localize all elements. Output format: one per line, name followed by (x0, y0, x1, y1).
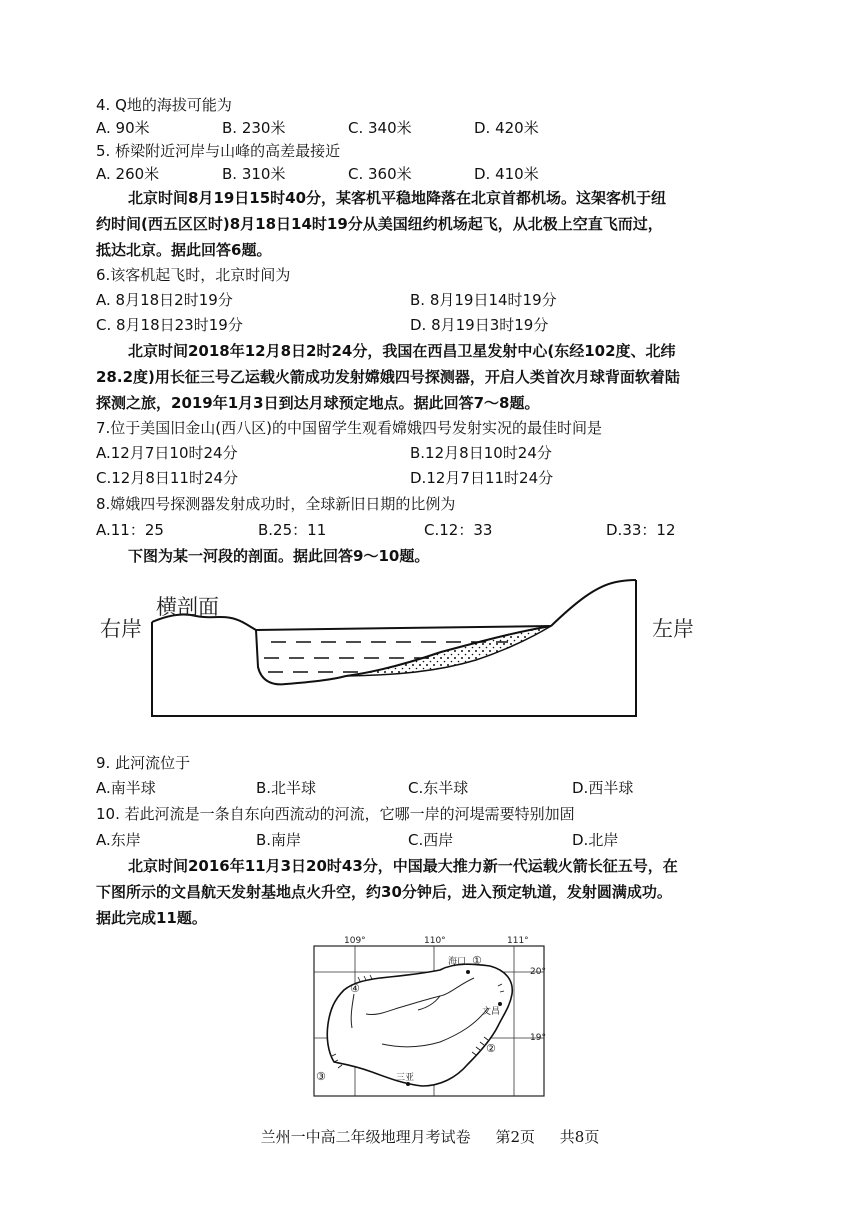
option-a: A. 260米 (96, 165, 160, 183)
option-b: B.25：11 (258, 521, 327, 539)
question-10-options (96, 829, 776, 851)
marker-1: ① (472, 954, 482, 967)
option-c: C. 340米 (348, 119, 412, 137)
option-a: A. 8月18日2时19分 (96, 291, 233, 309)
passage-11-line-1: 北京时间2016年11月3日20时43分，中国最大推力新一代运载火箭长征五号，在 (128, 857, 678, 875)
option-d: D.33：12 (606, 521, 676, 539)
lon-label-110: 110° (424, 936, 446, 946)
option-a: A. 90米 (96, 119, 150, 137)
sanya-label: 三亚 (396, 1073, 415, 1083)
river-cross-section-figure (96, 572, 706, 722)
option-a: A.11：25 (96, 521, 164, 539)
option-d: D. 410米 (474, 165, 539, 183)
passage-11-line-3: 据此完成11题。 (96, 909, 207, 927)
passage-6-line-3: 抵达北京。据此回答6题。 (96, 241, 272, 259)
cross-section-label: 横剖面 (156, 595, 219, 619)
question-7-stem: 7.位于美国旧金山(西八区)的中国留学生观看嫦娥四号发射实况的最佳时间是 (96, 419, 603, 437)
passage-6-line-1: 北京时间8月19日15时40分，某客机平稳地降落在北京首都机场。这架客机于纽 (128, 189, 667, 207)
option-b: B.南岸 (256, 831, 302, 849)
question-6-stem: 6.该客机起飞时，北京时间为 (96, 266, 291, 284)
option-d: D. 420米 (474, 119, 539, 137)
option-a: A.南半球 (96, 779, 156, 797)
lat-label-19: 19° (530, 1033, 546, 1043)
question-8-stem: 8.嫦娥四号探测器发射成功时，全球新旧日期的比例为 (96, 495, 456, 513)
question-9-stem: 9. 此河流位于 (96, 754, 191, 772)
wenchang-label: 文昌 (482, 1007, 501, 1017)
marker-3: ③ (316, 1070, 326, 1083)
question-6-options-row-1 (96, 289, 776, 311)
question-9-options (96, 777, 776, 799)
option-d: D.12月7日11时24分 (410, 469, 554, 487)
lon-label-109: 109° (344, 936, 366, 946)
right-bank-label: 左岸 (652, 617, 694, 641)
passage-7-line-1: 北京时间2018年12月8日2时24分，我国在西昌卫星发射中心(东经102度、北纬 (128, 342, 676, 360)
hainan-map-figure (300, 934, 555, 1102)
option-c: C.12：33 (424, 521, 493, 539)
haikou-label: 海口 (448, 957, 467, 967)
passage-7-line-2: 28.2度)用长征三号乙运载火箭成功发射嫦娥四号探测器，开启人类首次月球背面软着陆 (96, 368, 680, 386)
footer-title: 兰州一中高二年级地理月考试卷 (260, 1128, 471, 1146)
marker-4: ④ (350, 982, 360, 995)
question-7-options-row-1 (96, 442, 776, 464)
question-7-options-row-2 (96, 467, 776, 489)
question-6-options-row-2 (96, 314, 776, 336)
left-bank-hill (551, 580, 636, 626)
left-bank-label: 右岸 (100, 617, 142, 641)
option-a: A.12月7日10时24分 (96, 444, 238, 462)
option-c: C.东半球 (408, 779, 469, 797)
marker-2: ② (486, 1042, 496, 1055)
haikou-point (466, 970, 470, 974)
footer-page-total: 共8页 (559, 1128, 600, 1146)
footer-page-number: 第2页 (495, 1128, 535, 1146)
question-5-options (96, 163, 776, 185)
option-c: C.12月8日11时24分 (96, 469, 239, 487)
wenchang-point (498, 1002, 502, 1006)
question-5-stem: 5. 桥梁附近河岸与山峰的高差最接近 (96, 142, 341, 160)
option-d: D. 8月19日3时19分 (410, 316, 549, 334)
option-d: D.西半球 (572, 779, 634, 797)
water-surface (256, 626, 551, 630)
question-8-options (96, 519, 776, 541)
question-4-options (96, 117, 776, 139)
option-b: B.北半球 (256, 779, 317, 797)
passage-9: 下图为某一河段的剖面。据此回答9～10题。 (128, 547, 430, 565)
question-4-stem: 4. Q地的海拔可能为 (96, 96, 232, 114)
option-b: B. 310米 (222, 165, 286, 183)
option-d: D.北岸 (572, 831, 619, 849)
sediment-deposit (346, 626, 551, 676)
option-c: C.西岸 (408, 831, 454, 849)
option-b: B. 230米 (222, 119, 286, 137)
section-frame (152, 580, 636, 716)
page-footer (0, 1126, 860, 1147)
passage-7-line-3: 探测之旅，2019年1月3日到达月球预定地点。据此回答7～8题。 (96, 394, 540, 412)
option-b: B. 8月19日14时19分 (410, 291, 557, 309)
option-a: A.东岸 (96, 831, 141, 849)
option-c: C. 8月18日23时19分 (96, 316, 243, 334)
option-c: C. 360米 (348, 165, 412, 183)
passage-11-line-2: 下图所示的文昌航天发射基地点火升空，约30分钟后，进入预定轨道，发射圆满成功。 (96, 883, 672, 901)
option-b: B.12月8日10时24分 (410, 444, 552, 462)
question-10-stem: 10. 若此河流是一条自东向西流动的河流，它哪一岸的河堤需要特别加固 (96, 805, 575, 823)
passage-6-line-2: 约时间(西五区区时)8月18日14时19分从美国纽约机场起飞，从北极上空直飞而过， (96, 215, 663, 233)
lat-label-20: 20° (530, 967, 546, 977)
lon-label-111: 111° (507, 936, 529, 946)
